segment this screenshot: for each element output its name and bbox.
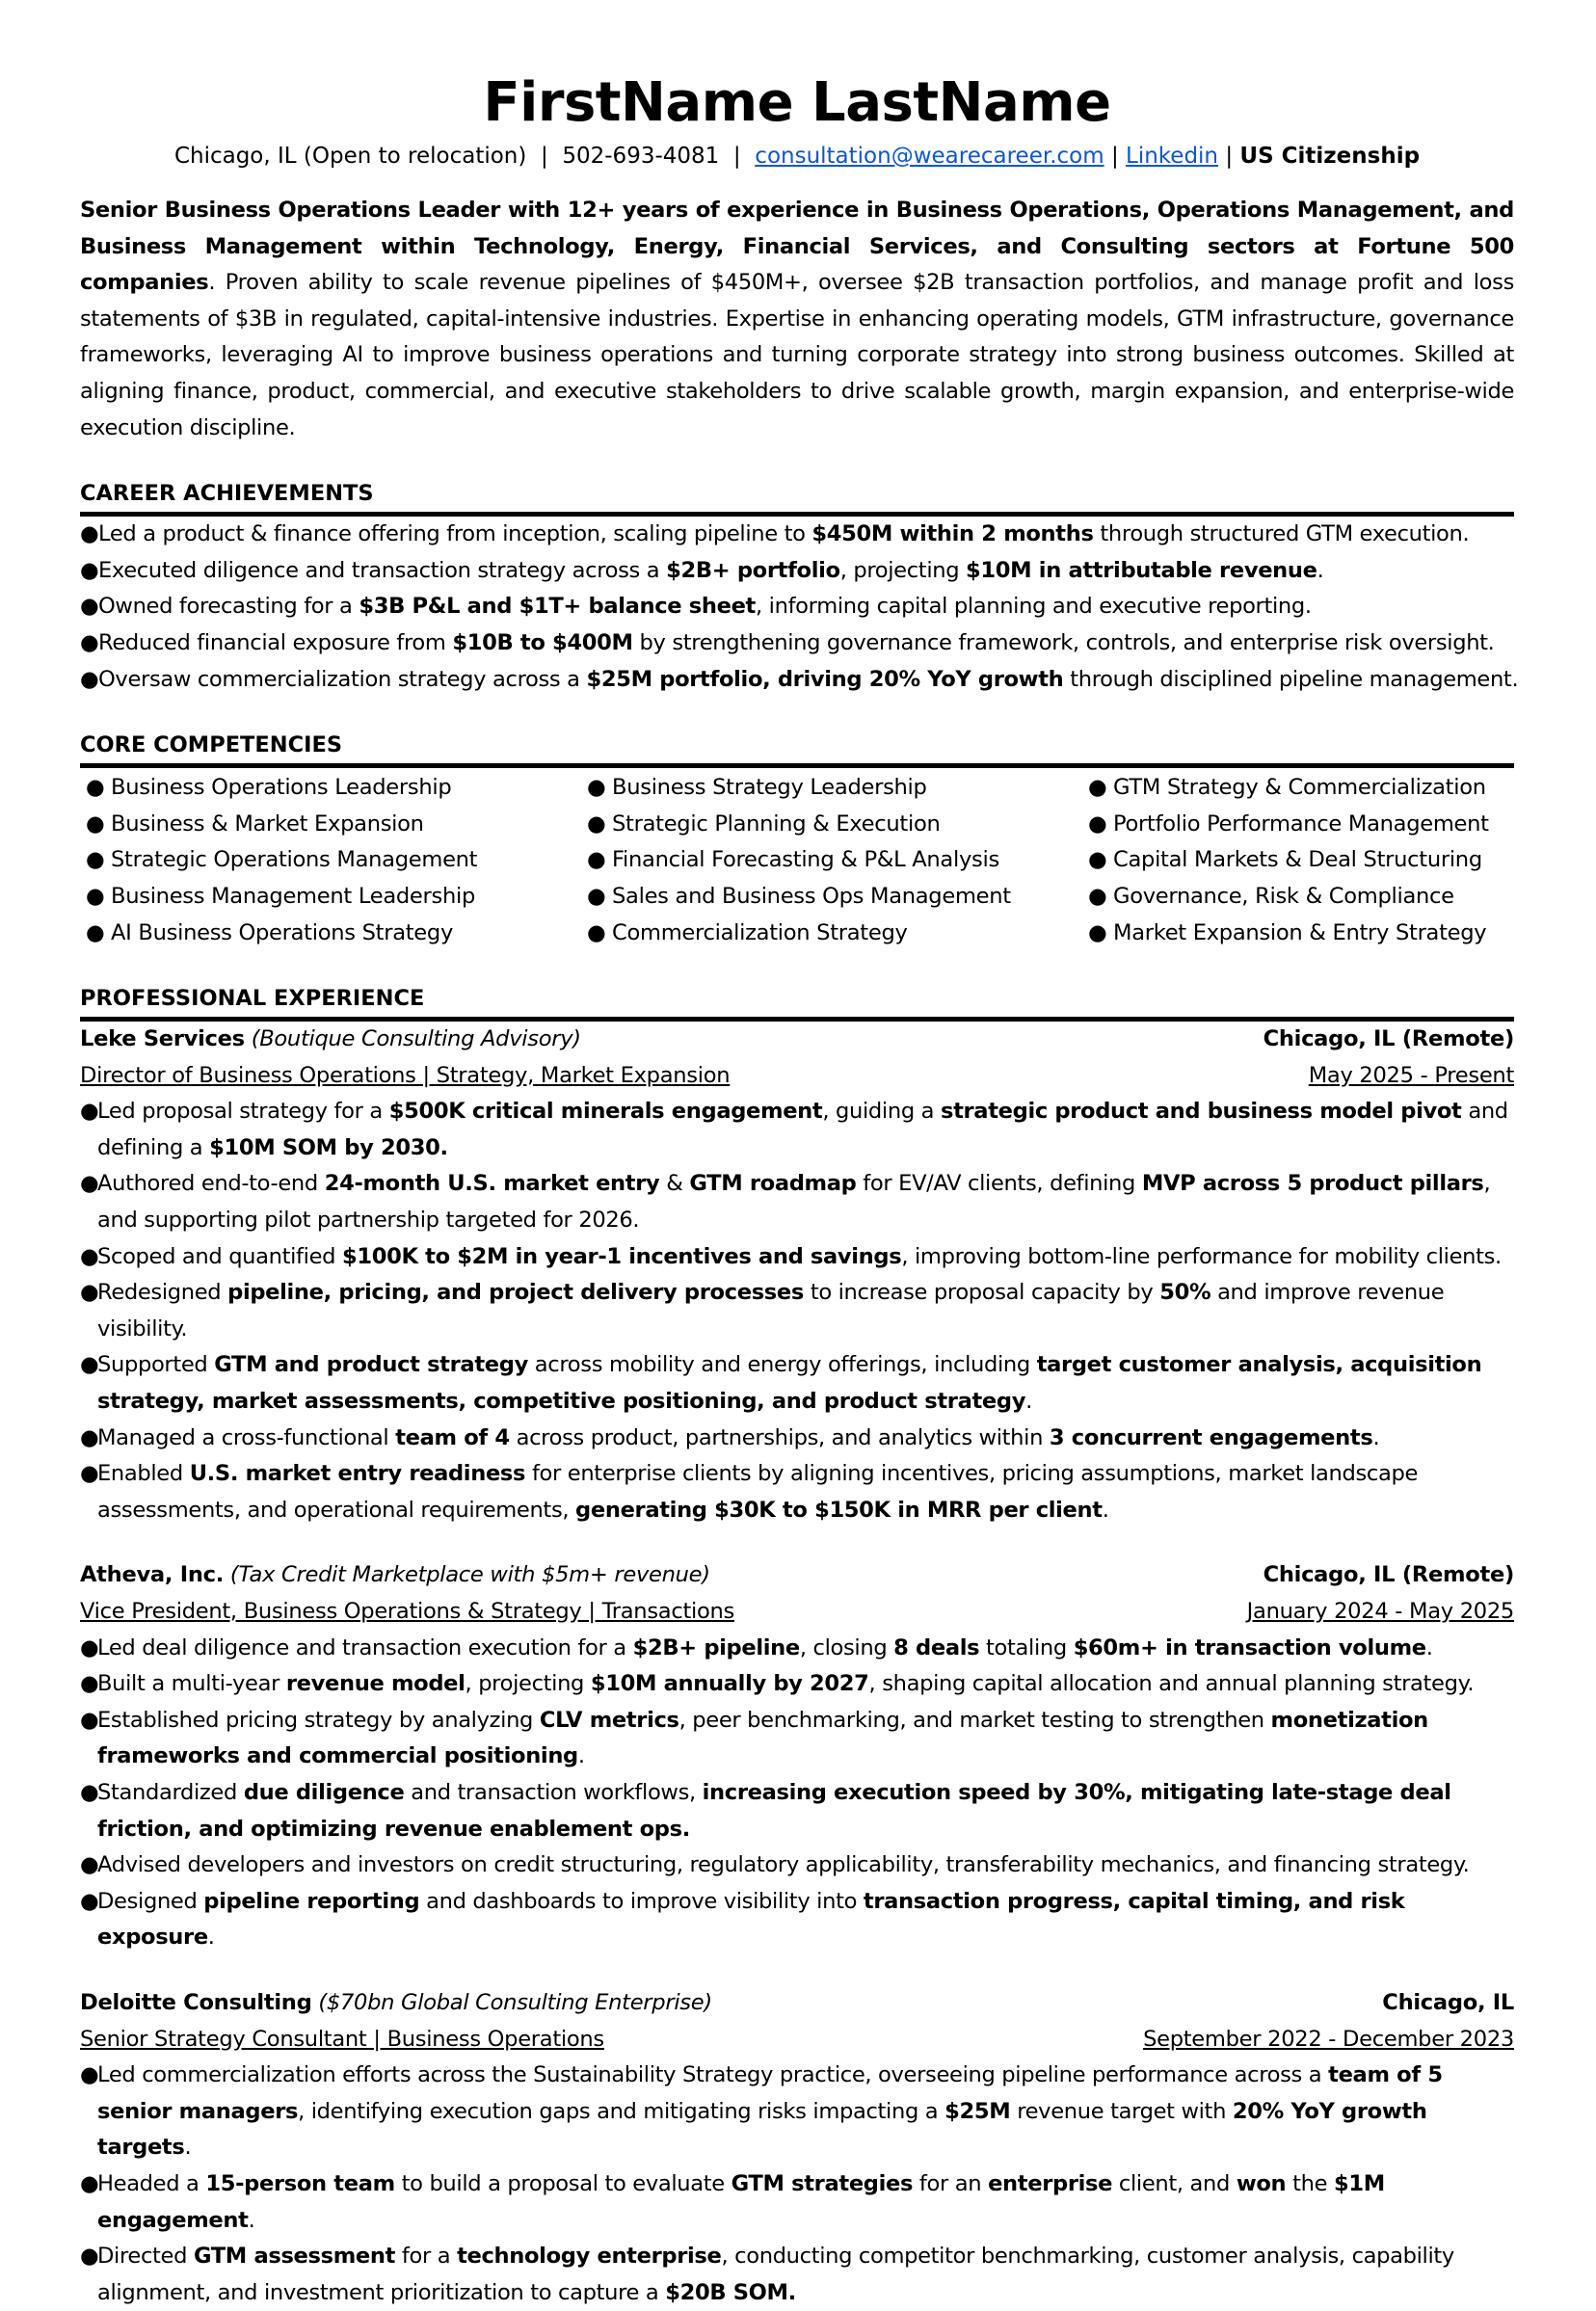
bullet-text: & (659, 1171, 690, 1197)
section-title-competencies: CORE COMPETENCIES (80, 730, 1514, 768)
bullet-text: Standardized (97, 1779, 244, 1805)
job-location: Chicago, IL (Remote) (1263, 1026, 1514, 1052)
competencies-column-3 (1088, 770, 1514, 951)
competency-item (1088, 770, 1514, 807)
job-bullet (80, 1631, 1514, 1667)
bullet-text: Supported (97, 1352, 215, 1378)
section-title-experience: PROFESSIONAL EXPERIENCE (80, 984, 1514, 1022)
achievement-text: Executed diligence and transaction strategy across a (98, 557, 667, 583)
achievement-text: through structured GTM execution. (1093, 521, 1470, 547)
bullet-icon: ● (80, 1671, 99, 1697)
achievement-item (80, 589, 1514, 625)
bullet-text: , projecting (465, 1671, 591, 1697)
bullet-icon: ● (80, 1461, 99, 1487)
bullet-text: Led deal diligence and transaction execution for a (97, 1634, 633, 1660)
job-bullet (80, 1884, 1514, 1956)
achievement-text: $3B P&L and $1T+ balance sheet (359, 594, 757, 620)
job-bullet (80, 1421, 1514, 1457)
bullet-icon: ● (80, 521, 99, 547)
experience-list (80, 1022, 1514, 2311)
bullet-text: Designed (97, 1888, 204, 1914)
job-location: Chicago, IL (1382, 1989, 1514, 2015)
bullet-text: Enabled (97, 1461, 190, 1487)
bullet-icon: ● (1088, 919, 1107, 945)
bullet-text: . (577, 1743, 585, 1769)
company-description: (Tax Credit Marketplace with $5m+ revenue) (224, 1562, 710, 1588)
achievement-text: Oversaw commercialization strategy across a (98, 666, 587, 692)
competency-item (1088, 916, 1514, 952)
job-title: Senior Strategy Consultant | Business Operations (80, 2026, 604, 2052)
bullet-icon: ● (1088, 883, 1107, 909)
competencies-column-1 (80, 770, 587, 951)
achievement-text: through disciplined pipeline management. (1063, 666, 1519, 692)
competency-label: Capital Markets & Deal Structuring (1113, 847, 1482, 873)
bullet-text: across mobility and energy offerings, including (527, 1352, 1037, 1378)
competency-item (587, 770, 1088, 807)
job-bullet (80, 1166, 1514, 1238)
competency-label: Business Strategy Leadership (612, 775, 927, 801)
bullet-text: U.S. market entry readiness (189, 1461, 526, 1487)
competency-label: AI Business Operations Strategy (111, 919, 454, 945)
company-name: Deloitte Consulting (80, 1989, 312, 2015)
bullet-text: 24-month U.S. market entry (324, 1171, 660, 1197)
job-entry (80, 1985, 1514, 2311)
competency-label: Market Expansion & Entry Strategy (1113, 919, 1487, 945)
job-bullet (80, 1775, 1514, 1847)
separator: | (526, 144, 563, 169)
bullet-text: Directed (97, 2244, 194, 2270)
bullet-text: . (1102, 1497, 1109, 1523)
bullet-text: 50% (1159, 1280, 1211, 1306)
bullet-icon: ● (80, 1099, 99, 1125)
email-link[interactable]: consultation@wearecareer.com (755, 144, 1104, 169)
bullet-text: to increase proposal capacity by (803, 1280, 1160, 1306)
company-description: (Boutique Consulting Advisory) (244, 1026, 581, 1052)
bullet-icon: ● (86, 883, 105, 909)
bullet-text: team of 5 senior managers (97, 2062, 1443, 2124)
job-bullet (80, 1703, 1514, 1775)
bullet-icon: ● (1088, 810, 1107, 837)
job-title: Vice President, Business Operations & Strategy | Transactions (80, 1599, 735, 1624)
bullet-text: CLV metrics (539, 1707, 679, 1733)
bullet-icon: ● (80, 1243, 99, 1269)
bullet-text: the (1286, 2170, 1334, 2196)
job-bullet (80, 1347, 1514, 1420)
bullet-text: due diligence (243, 1779, 405, 1805)
job-dates: January 2024 - May 2025 (1246, 1599, 1514, 1624)
bullet-text: 15-person team (205, 2170, 395, 2196)
bullet-text: and dashboards to improve visibility into (419, 1888, 864, 1914)
professional-summary (80, 193, 1514, 446)
bullet-icon: ● (80, 594, 99, 620)
summary-text: . Proven ability to scale revenue pipelines of $450M+, oversee $2B transaction portfolios, and manage profit and loss statements of $3B in regulated, capital-intensive industries. Expertise in enhancing operating models, GTM infrastructure, governance frameworks, leveraging AI to improve business operations and turning corporate strategy into strong business outcomes. Skilled at aligning finance, product, commercial, and executive stakeholders to drive scalable growth, margin expansion, and enterprise-wide execution discipline. (80, 270, 1514, 440)
job-bullet (80, 1094, 1514, 1166)
bullet-text: totaling (979, 1634, 1074, 1660)
bullet-icon: ● (587, 775, 606, 801)
achievement-text: Reduced financial exposure from (98, 629, 453, 655)
company-name: Atheva, Inc. (80, 1562, 224, 1588)
bullet-text: strategic product and business model pivot (940, 1099, 1462, 1125)
candidate-name: FirstName LastName (483, 71, 1111, 134)
bullet-text: revenue model (285, 1671, 466, 1697)
bullet-text: GTM assessment (193, 2244, 396, 2270)
achievement-item (80, 517, 1514, 553)
company-description: ($70bn Global Consulting Enterprise) (311, 1989, 712, 2015)
bullet-icon: ● (80, 1779, 99, 1805)
achievement-item (80, 553, 1514, 590)
bullet-text: and improve revenue visibility. (97, 1280, 1445, 1341)
job-header (80, 1557, 1514, 1594)
company-line (80, 1557, 710, 1594)
bullet-text: won (1236, 2170, 1287, 2196)
bullet-text: $10M annually by 2027 (590, 1671, 869, 1697)
bullet-text: Authored end-to-end (97, 1171, 325, 1197)
bullet-text: $25M (944, 2098, 1011, 2124)
competency-label: GTM Strategy & Commercialization (1113, 775, 1486, 801)
achievement-text: Led a product & finance offering from inception, scaling pipeline to (98, 521, 812, 547)
phone: 502-693-4081 (562, 144, 720, 169)
bullet-text: transaction progress, capital timing, and risk exposure (97, 1888, 1405, 1951)
achievement-text: , projecting (839, 557, 967, 583)
bullet-text: Headed a (97, 2170, 206, 2196)
company-line (80, 1985, 712, 2022)
job-entry (80, 1557, 1514, 1956)
achievement-text: . (1317, 557, 1324, 583)
bullet-text: 8 deals (893, 1634, 980, 1660)
bullet-text: generating $30K to $150K in MRR per client (575, 1497, 1103, 1523)
bullet-text: , shaping capital allocation and annual planning strategy. (868, 1671, 1475, 1697)
achievement-item (80, 662, 1519, 699)
job-header (80, 1985, 1514, 2022)
job-bullet (80, 2239, 1514, 2311)
competency-item (587, 842, 1088, 879)
competencies-grid (80, 770, 1514, 951)
bullet-text: revenue target with (1010, 2098, 1233, 2124)
bullet-icon: ● (80, 1852, 99, 1878)
location: Chicago, IL (Open to relocation) (173, 144, 527, 169)
bullet-text: monetization frameworks and commercial positioning (97, 1707, 1428, 1769)
bullet-text: Established pricing strategy by analyzing (97, 1707, 540, 1733)
bullet-text: enterprise (988, 2170, 1113, 2196)
separator: | (1104, 144, 1127, 169)
bullet-text: Redesigned (97, 1280, 228, 1306)
bullet-icon: ● (86, 919, 105, 945)
bullet-icon: ● (1088, 775, 1107, 801)
competencies-column-2 (587, 770, 1088, 951)
competency-label: Business Operations Leadership (111, 775, 452, 801)
achievement-text: $10B to $400M (452, 629, 633, 655)
bullet-text: across product, partnerships, and analytics within (509, 1424, 1050, 1450)
achievement-text: by strengthening governance framework, controls, and enterprise risk oversight. (632, 629, 1495, 655)
job-header (80, 1022, 1514, 1058)
job-bullet (80, 2058, 1514, 2166)
bullet-text: GTM strategies (731, 2170, 914, 2196)
job-bullet (80, 1239, 1514, 1276)
bullet-icon: ● (1088, 847, 1107, 873)
achievement-text: Owned forecasting for a (98, 594, 359, 620)
bullet-text: $10M SOM by 2030. (209, 1134, 448, 1160)
bullet-text: team of 4 (395, 1424, 510, 1450)
achievement-text: $25M portfolio, driving 20% YoY growth (586, 666, 1064, 692)
bullet-icon: ● (587, 919, 606, 945)
achievements-list (80, 517, 1519, 698)
bullet-text: . (1425, 1634, 1433, 1660)
bullet-text: . (248, 2207, 255, 2233)
bullet-text: , identifying execution gaps and mitigating risks impacting a (298, 2098, 945, 2124)
bullet-icon: ● (80, 666, 99, 692)
bullet-icon: ● (80, 2062, 99, 2088)
resume-page (80, 69, 1519, 2311)
bullet-text: 20% YoY growth targets (97, 2098, 1427, 2161)
bullet-icon: ● (80, 1888, 99, 1914)
achievement-item (80, 625, 1514, 662)
bullet-text: , improving bottom-line performance for mobility clients. (901, 1243, 1502, 1269)
bullet-text: 3 concurrent engagements (1049, 1424, 1373, 1450)
bullet-text: Advised developers and investors on credit structuring, regulatory applicability, transferability mechanics, and financing strategy. (97, 1852, 1470, 1878)
bullet-text: $500K critical minerals engagement (388, 1099, 823, 1125)
bullet-text: MVP across 5 product pillars (1141, 1171, 1484, 1197)
bullet-text: , and supporting pilot partnership targeted for 2026. (97, 1171, 1491, 1234)
bullet-text: . (207, 1925, 215, 1951)
job-location: Chicago, IL (Remote) (1263, 1562, 1514, 1588)
job-bullet (80, 1275, 1514, 1347)
bullet-icon: ● (80, 1352, 99, 1378)
job-title: Director of Business Operations | Strategy, Market Expansion (80, 1062, 731, 1088)
bullet-icon: ● (86, 775, 105, 801)
bullet-text: , conducting competitor benchmarking, customer analysis, capability alignment, and investment prioritization to capture a (97, 2244, 1454, 2305)
separator: | (719, 144, 756, 169)
job-subheader (80, 1594, 1514, 1631)
bullet-text: pipeline reporting (203, 1888, 420, 1914)
bullet-text: GTM and product strategy (214, 1352, 528, 1378)
bullet-icon: ● (80, 1707, 99, 1733)
bullet-text: for EV/AV clients, defining (856, 1171, 1142, 1197)
competency-label: Sales and Business Ops Management (612, 883, 1011, 909)
bullet-text: GTM roadmap (689, 1171, 857, 1197)
bullet-text: for enterprise clients by aligning incentives, pricing assumptions, market landscape assessments, and operational requirements, (97, 1461, 1419, 1523)
job-bullets (80, 2058, 1514, 2311)
bullet-icon: ● (587, 810, 606, 837)
job-bullets (80, 1094, 1514, 1528)
bullet-icon: ● (80, 1424, 99, 1450)
job-bullets (80, 1631, 1514, 1956)
job-entry (80, 1022, 1514, 1528)
competency-label: Financial Forecasting & P&L Analysis (612, 847, 999, 873)
job-bullet (80, 2166, 1514, 2239)
competency-item (86, 879, 587, 916)
competency-item (1088, 807, 1514, 843)
bullet-text: for a (395, 2244, 458, 2270)
bullet-icon: ● (80, 1634, 99, 1660)
bullet-text: . (1025, 1389, 1032, 1415)
bullet-icon: ● (80, 1280, 99, 1306)
bullet-icon: ● (587, 847, 606, 873)
bullet-text: , peer benchmarking, and market testing to strengthen (678, 1707, 1271, 1733)
achievement-text: , informing capital planning and executive reporting. (756, 594, 1312, 620)
bullet-text: and defining a (97, 1099, 1508, 1160)
competency-label: Strategic Operations Management (111, 847, 478, 873)
company-line (80, 1022, 581, 1058)
bullet-text: and transaction workflows, (404, 1779, 703, 1805)
bullet-text: to build a proposal to evaluate (394, 2170, 732, 2196)
bullet-text: , closing (799, 1634, 894, 1660)
bullet-icon: ● (587, 883, 606, 909)
competency-item (86, 807, 587, 843)
contact-line (80, 141, 1514, 172)
bullet-text: $60m+ in transaction volume (1073, 1634, 1426, 1660)
section-title-achievements: CAREER ACHIEVEMENTS (80, 479, 1514, 517)
bullet-text: $1M engagement (97, 2170, 1385, 2233)
competency-item (1088, 879, 1514, 916)
job-subheader (80, 2022, 1514, 2059)
competency-label: Business & Market Expansion (111, 810, 424, 837)
competency-item (1088, 842, 1514, 879)
summary-highlight: Senior Business Operations Leader with 12+ years of experience in Business Operations, Operations Management, and Business Management within Technology, Energy, Financial Services, and Consulting sectors at Fortune 500 companies (80, 198, 1514, 296)
bullet-icon: ● (80, 557, 99, 583)
bullet-text: Managed a cross-functional (97, 1424, 396, 1450)
bullet-text: client, and (1112, 2170, 1237, 2196)
achievement-text: $450M within 2 months (811, 521, 1094, 547)
bullet-text: . (184, 2135, 192, 2161)
competency-item (587, 916, 1088, 952)
job-bullet (80, 1456, 1514, 1528)
bullet-text: pipeline, pricing, and project delivery processes (227, 1280, 804, 1306)
bullet-text: $100K to $2M in year-1 incentives and savings (341, 1243, 902, 1269)
bullet-icon: ● (80, 1171, 99, 1197)
bullet-text: $20B SOM. (665, 2279, 796, 2305)
company-name: Leke Services (80, 1026, 245, 1052)
bullet-icon: ● (86, 810, 105, 837)
bullet-icon: ● (80, 629, 99, 655)
competency-label: Business Management Leadership (111, 883, 476, 909)
job-subheader (80, 1058, 1514, 1095)
competency-item (587, 879, 1088, 916)
linkedin-link[interactable]: Linkedin (1126, 144, 1219, 169)
bullet-text: for an (913, 2170, 989, 2196)
achievement-text: $10M in attributable revenue (966, 557, 1317, 583)
competency-label: Portfolio Performance Management (1113, 810, 1489, 837)
bullet-text: Led proposal strategy for a (97, 1099, 389, 1125)
separator: | (1218, 144, 1240, 169)
competency-item (86, 770, 587, 807)
competency-item (86, 916, 587, 952)
bullet-text: Built a multi-year (97, 1671, 286, 1697)
competency-item (86, 842, 587, 879)
bullet-text: $2B+ pipeline (632, 1634, 800, 1660)
competency-label: Strategic Planning & Execution (612, 810, 941, 837)
bullet-icon: ● (80, 2170, 99, 2196)
achievement-text: $2B+ portfolio (666, 557, 840, 583)
bullet-icon: ● (80, 2244, 99, 2270)
bullet-text: , guiding a (822, 1099, 941, 1125)
competency-item (587, 807, 1088, 843)
competency-label: Governance, Risk & Compliance (1113, 883, 1454, 909)
job-bullet (80, 1847, 1514, 1884)
bullet-icon: ● (86, 847, 105, 873)
competency-label: Commercialization Strategy (612, 919, 908, 945)
citizenship: US Citizenship (1239, 144, 1421, 169)
job-bullet (80, 1666, 1514, 1703)
bullet-text: technology enterprise (457, 2244, 722, 2270)
bullet-text: increasing execution speed by 30%, mitigating late-stage deal friction, and optimizing revenue enablement ops. (97, 1779, 1451, 1842)
job-dates: May 2025 - Present (1308, 1062, 1514, 1088)
job-dates: September 2022 - December 2023 (1143, 2026, 1514, 2052)
bullet-text: Scoped and quantified (97, 1243, 342, 1269)
bullet-text: target customer analysis, acquisition strategy, market assessments, competitive positioning, and product strategy (97, 1352, 1482, 1415)
bullet-text: . (1372, 1424, 1380, 1450)
bullet-text: Led commercialization efforts across the Sustainability Strategy practice, overseeing pipeline performance across a (97, 2062, 1329, 2088)
